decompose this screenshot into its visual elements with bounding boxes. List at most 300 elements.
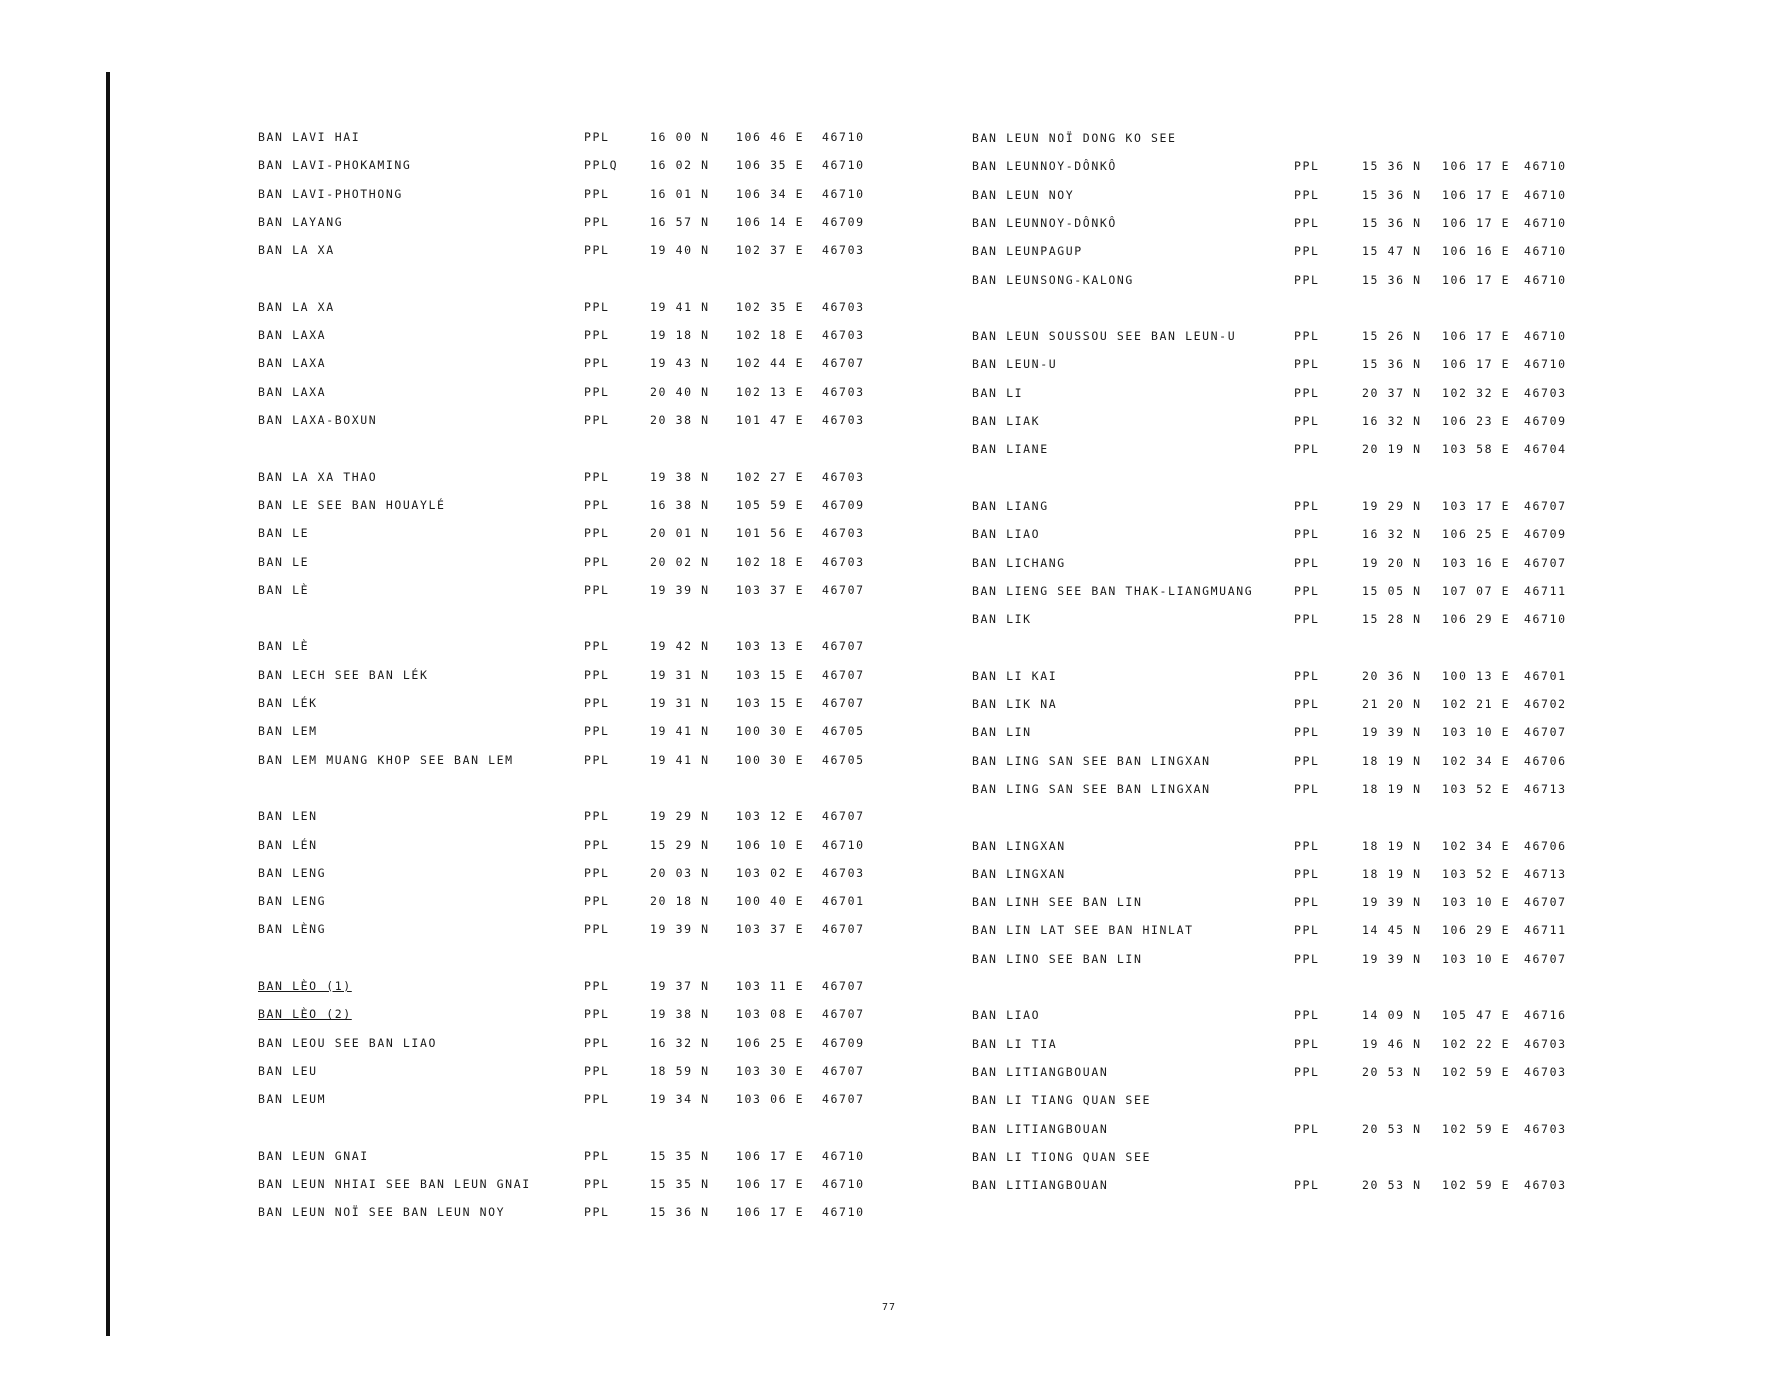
feature-type: PPL xyxy=(1294,923,1320,938)
place-name: BAN LI TIONG QUAN SEE xyxy=(972,1149,1151,1164)
place-name: BAN LA XA THAO xyxy=(258,469,378,484)
feature-type: PPL xyxy=(1294,385,1320,400)
feature-type: PPL xyxy=(1294,272,1320,287)
latitude: 16 32 N xyxy=(1362,527,1422,542)
place-name: BAN LEUNNOY-DÔNKÔ xyxy=(972,215,1117,230)
map-sheet-code: 46707 xyxy=(1524,555,1567,570)
feature-type: PPL xyxy=(1294,414,1320,428)
latitude: 14 45 N xyxy=(1362,923,1422,938)
longitude: 102 34 E xyxy=(1442,838,1511,853)
map-sheet-code: 46710 xyxy=(1524,215,1567,230)
longitude: 102 35 E xyxy=(736,299,805,314)
longitude: 103 02 E xyxy=(736,865,805,880)
latitude: 20 03 N xyxy=(650,865,710,880)
place-name: BAN LENG xyxy=(258,865,327,880)
feature-type: PPL xyxy=(584,894,610,909)
map-sheet-code: 46709 xyxy=(822,497,865,512)
map-sheet-code: 46709 xyxy=(822,1035,865,1050)
feature-type: PPL xyxy=(1294,725,1320,740)
longitude: 102 32 E xyxy=(1442,385,1511,400)
map-sheet-code: 46710 xyxy=(1524,244,1567,259)
map-sheet-code: 46706 xyxy=(1524,753,1567,768)
longitude: 103 15 E xyxy=(736,696,805,710)
place-name: BAN LECH SEE BAN LÉK xyxy=(258,667,429,682)
feature-type: PPL xyxy=(584,186,610,201)
longitude: 103 10 E xyxy=(1442,951,1511,966)
longitude: 101 47 E xyxy=(736,413,805,427)
map-sheet-code: 46709 xyxy=(1524,414,1567,428)
map-sheet-code: 46703 xyxy=(1524,385,1567,400)
place-name: BAN LEUNNOY-DÔNKÔ xyxy=(972,159,1117,174)
place-name: BAN LEUN-U xyxy=(972,357,1058,372)
place-name: BAN LEUNPAGUP xyxy=(972,244,1083,259)
map-sheet-code: 46701 xyxy=(822,894,865,909)
latitude: 19 39 N xyxy=(1362,725,1422,740)
map-sheet-code: 46703 xyxy=(822,469,865,484)
feature-type: PPL xyxy=(584,1148,610,1163)
feature-type: PPL xyxy=(584,299,610,314)
place-name: BAN LÈO (2) xyxy=(258,1007,352,1022)
place-name: BAN LAYANG xyxy=(258,214,344,229)
place-name: BAN LIK NA xyxy=(972,697,1058,711)
feature-type: PPL xyxy=(584,469,610,484)
feature-type: PPLQ xyxy=(584,158,619,173)
latitude: 19 46 N xyxy=(1362,1036,1422,1051)
longitude: 103 06 E xyxy=(736,1092,805,1107)
map-sheet-code: 46709 xyxy=(822,214,865,229)
latitude: 19 34 N xyxy=(650,1092,710,1107)
latitude: 15 36 N xyxy=(1362,272,1422,287)
feature-type: PPL xyxy=(1294,159,1320,174)
place-name: BAN LEUN GNAI xyxy=(258,1148,369,1163)
feature-type: PPL xyxy=(1294,697,1320,711)
map-sheet-code: 46709 xyxy=(1524,527,1567,542)
latitude: 16 32 N xyxy=(1362,414,1422,428)
feature-type: PPL xyxy=(584,837,610,852)
latitude: 15 28 N xyxy=(1362,612,1422,627)
feature-type: PPL xyxy=(1294,1064,1320,1079)
feature-type: PPL xyxy=(584,979,610,993)
place-name: BAN LING SAN SEE BAN LINGXAN xyxy=(972,781,1211,796)
latitude: 15 35 N xyxy=(650,1177,710,1192)
place-name: BAN LENG xyxy=(258,894,327,909)
longitude: 106 16 E xyxy=(1442,244,1511,259)
longitude: 106 17 E xyxy=(736,1205,805,1220)
latitude: 19 29 N xyxy=(650,809,710,824)
latitude: 20 37 N xyxy=(1362,385,1422,400)
place-name: BAN LEUN NOÏ DONG KO SEE xyxy=(972,131,1177,145)
latitude: 19 31 N xyxy=(650,667,710,682)
longitude: 106 46 E xyxy=(736,130,805,144)
longitude: 103 17 E xyxy=(1442,498,1511,513)
latitude: 18 19 N xyxy=(1362,781,1422,796)
place-name: BAN LA XA xyxy=(258,299,335,314)
feature-type: PPL xyxy=(584,497,610,512)
longitude: 102 59 E xyxy=(1442,1178,1511,1193)
longitude: 100 30 E xyxy=(736,724,805,739)
place-name: BAN LEUN NOY xyxy=(972,187,1075,202)
latitude: 20 02 N xyxy=(650,554,710,569)
latitude: 18 19 N xyxy=(1362,753,1422,768)
place-name: BAN LAXA xyxy=(258,356,327,371)
map-sheet-code: 46707 xyxy=(822,696,865,710)
place-name: BAN LEU xyxy=(258,1063,318,1078)
latitude: 15 47 N xyxy=(1362,244,1422,259)
feature-type: PPL xyxy=(584,130,610,144)
map-sheet-code: 46705 xyxy=(822,752,865,767)
latitude: 18 59 N xyxy=(650,1063,710,1078)
latitude: 20 36 N xyxy=(1362,668,1422,683)
longitude: 102 21 E xyxy=(1442,697,1511,711)
feature-type: PPL xyxy=(584,1035,610,1050)
latitude: 19 31 N xyxy=(650,696,710,710)
feature-type: PPL xyxy=(1294,895,1320,910)
place-name: BAN LIANE xyxy=(972,442,1049,457)
latitude: 19 29 N xyxy=(1362,498,1422,513)
map-sheet-code: 46711 xyxy=(1524,583,1567,598)
feature-type: PPL xyxy=(1294,442,1320,457)
place-name: BAN LE xyxy=(258,526,310,541)
place-name: BAN LINGXAN xyxy=(972,866,1066,881)
map-sheet-code: 46707 xyxy=(822,922,865,937)
latitude: 20 01 N xyxy=(650,526,710,541)
place-name: BAN LE SEE BAN HOUAYLÉ xyxy=(258,497,446,512)
longitude: 103 58 E xyxy=(1442,442,1511,457)
feature-type: PPL xyxy=(584,696,610,710)
map-sheet-code: 46716 xyxy=(1524,1008,1567,1023)
longitude: 106 17 E xyxy=(736,1177,805,1192)
map-sheet-code: 46703 xyxy=(822,554,865,569)
longitude: 102 59 E xyxy=(1442,1064,1511,1079)
place-name: BAN LÉN xyxy=(258,837,318,852)
place-name: BAN LIENG SEE BAN THAK-LIANGMUANG xyxy=(972,583,1254,598)
page-number: 77 xyxy=(882,1302,897,1313)
longitude: 102 34 E xyxy=(1442,753,1511,768)
place-name: BAN LÈ xyxy=(258,582,310,597)
latitude: 15 35 N xyxy=(650,1148,710,1163)
longitude: 102 18 E xyxy=(736,554,805,569)
place-name: BAN LI TIA xyxy=(972,1036,1058,1051)
feature-type: PPL xyxy=(584,865,610,880)
place-name: BAN LIAO xyxy=(972,1008,1041,1023)
longitude: 102 13 E xyxy=(736,384,805,399)
longitude: 106 29 E xyxy=(1442,923,1511,938)
feature-type: PPL xyxy=(584,752,610,767)
feature-type: PPL xyxy=(1294,329,1320,344)
longitude: 103 16 E xyxy=(1442,555,1511,570)
longitude: 103 12 E xyxy=(736,809,805,824)
map-sheet-code: 46710 xyxy=(822,1205,865,1220)
feature-type: PPL xyxy=(1294,838,1320,853)
feature-type: PPL xyxy=(1294,1036,1320,1051)
place-name: BAN LIANG xyxy=(972,498,1049,513)
map-sheet-code: 46710 xyxy=(822,158,865,173)
map-sheet-code: 46707 xyxy=(822,667,865,682)
place-name: BAN LAVI-PHOTHONG xyxy=(258,186,403,201)
longitude: 103 30 E xyxy=(736,1063,805,1078)
latitude: 16 32 N xyxy=(650,1035,710,1050)
latitude: 16 57 N xyxy=(650,214,710,229)
feature-type: PPL xyxy=(584,328,610,343)
map-sheet-code: 46710 xyxy=(1524,329,1567,344)
longitude: 106 14 E xyxy=(736,214,805,229)
longitude: 106 17 E xyxy=(1442,159,1511,174)
feature-type: PPL xyxy=(584,526,610,541)
map-sheet-code: 46705 xyxy=(822,724,865,739)
map-sheet-code: 46707 xyxy=(822,1092,865,1107)
feature-type: PPL xyxy=(1294,215,1320,230)
map-sheet-code: 46706 xyxy=(1524,838,1567,853)
feature-type: PPL xyxy=(584,667,610,682)
latitude: 19 40 N xyxy=(650,243,710,258)
latitude: 19 39 N xyxy=(1362,895,1422,910)
longitude: 101 56 E xyxy=(736,526,805,541)
place-name: BAN LICHANG xyxy=(972,555,1066,570)
map-sheet-code: 46710 xyxy=(822,1177,865,1192)
place-name: BAN LINO SEE BAN LIN xyxy=(972,951,1143,966)
binding-edge-line xyxy=(106,72,110,1336)
longitude: 103 52 E xyxy=(1442,866,1511,881)
feature-type: PPL xyxy=(1294,781,1320,796)
place-name: BAN LIN LAT SEE BAN HINLAT xyxy=(972,923,1194,938)
map-sheet-code: 46713 xyxy=(1524,866,1567,881)
place-name: BAN LIN xyxy=(972,725,1032,740)
latitude: 20 18 N xyxy=(650,894,710,909)
longitude: 103 37 E xyxy=(736,922,805,937)
longitude: 106 17 E xyxy=(1442,357,1511,372)
map-sheet-code: 46703 xyxy=(822,328,865,343)
longitude: 102 18 E xyxy=(736,328,805,343)
feature-type: PPL xyxy=(1294,866,1320,881)
place-name: BAN LI KAI xyxy=(972,668,1058,683)
latitude: 15 36 N xyxy=(1362,215,1422,230)
longitude: 103 11 E xyxy=(736,979,805,993)
map-sheet-code: 46711 xyxy=(1524,923,1567,938)
feature-type: PPL xyxy=(584,1177,610,1192)
place-name: BAN LITIANGBOUAN xyxy=(972,1178,1109,1193)
place-name: BAN LAVI HAI xyxy=(258,130,361,144)
latitude: 20 53 N xyxy=(1362,1121,1422,1136)
map-sheet-code: 46703 xyxy=(822,243,865,258)
feature-type: PPL xyxy=(584,1063,610,1078)
place-name: BAN LÉK xyxy=(258,696,318,710)
latitude: 14 09 N xyxy=(1362,1008,1422,1023)
feature-type: PPL xyxy=(1294,668,1320,683)
feature-type: PPL xyxy=(1294,583,1320,598)
place-name: BAN LEUN SOUSSOU SEE BAN LEUN-U xyxy=(972,329,1237,344)
latitude: 18 19 N xyxy=(1362,838,1422,853)
map-sheet-code: 46710 xyxy=(822,837,865,852)
place-name: BAN LEUNSONG-KALONG xyxy=(972,272,1134,287)
longitude: 107 07 E xyxy=(1442,583,1511,598)
place-name: BAN LITIANGBOUAN xyxy=(972,1064,1109,1079)
place-name: BAN LÈNG xyxy=(258,922,327,937)
place-name: BAN LING SAN SEE BAN LINGXAN xyxy=(972,753,1211,768)
feature-type: PPL xyxy=(1294,1121,1320,1136)
longitude: 106 17 E xyxy=(736,1148,805,1163)
latitude: 20 53 N xyxy=(1362,1064,1422,1079)
map-sheet-code: 46710 xyxy=(1524,272,1567,287)
latitude: 20 38 N xyxy=(650,413,710,427)
place-name: BAN LA XA xyxy=(258,243,335,258)
latitude: 15 36 N xyxy=(650,1205,710,1220)
longitude: 103 10 E xyxy=(1442,895,1511,910)
place-name: BAN LEM MUANG KHOP SEE BAN LEM xyxy=(258,752,514,767)
longitude: 106 25 E xyxy=(736,1035,805,1050)
longitude: 105 59 E xyxy=(736,497,805,512)
latitude: 15 05 N xyxy=(1362,583,1422,598)
feature-type: PPL xyxy=(584,922,610,937)
latitude: 19 42 N xyxy=(650,639,710,654)
latitude: 19 38 N xyxy=(650,1007,710,1022)
map-sheet-code: 46707 xyxy=(822,1007,865,1022)
place-name: BAN LEUM xyxy=(258,1092,327,1107)
latitude: 19 41 N xyxy=(650,299,710,314)
map-sheet-code: 46701 xyxy=(1524,668,1567,683)
map-sheet-code: 46703 xyxy=(822,413,865,427)
feature-type: PPL xyxy=(1294,527,1320,542)
place-name: BAN LE xyxy=(258,554,310,569)
latitude: 15 36 N xyxy=(1362,187,1422,202)
longitude: 106 17 E xyxy=(1442,272,1511,287)
place-name: BAN LEUN NOÏ SEE BAN LEUN NOY xyxy=(258,1205,506,1220)
feature-type: PPL xyxy=(584,1205,610,1220)
place-name: BAN LEUN NHIAI SEE BAN LEUN GNAI xyxy=(258,1177,531,1192)
feature-type: PPL xyxy=(1294,612,1320,627)
feature-type: PPL xyxy=(584,639,610,654)
latitude: 19 41 N xyxy=(650,752,710,767)
latitude: 20 53 N xyxy=(1362,1178,1422,1193)
longitude: 102 27 E xyxy=(736,469,805,484)
longitude: 103 15 E xyxy=(736,667,805,682)
map-sheet-code: 46707 xyxy=(822,582,865,597)
latitude: 21 20 N xyxy=(1362,697,1422,711)
longitude: 105 47 E xyxy=(1442,1008,1511,1023)
map-sheet-code: 46703 xyxy=(822,526,865,541)
feature-type: PPL xyxy=(584,724,610,739)
latitude: 19 38 N xyxy=(650,469,710,484)
latitude: 15 29 N xyxy=(650,837,710,852)
map-sheet-code: 46707 xyxy=(822,356,865,371)
latitude: 19 39 N xyxy=(650,582,710,597)
place-name: BAN LEM xyxy=(258,724,318,739)
place-name: BAN LAXA xyxy=(258,328,327,343)
place-name: BAN LINH SEE BAN LIN xyxy=(972,895,1143,910)
map-sheet-code: 46710 xyxy=(822,130,865,144)
latitude: 19 41 N xyxy=(650,724,710,739)
map-sheet-code: 46702 xyxy=(1524,697,1567,711)
latitude: 18 19 N xyxy=(1362,866,1422,881)
latitude: 16 02 N xyxy=(650,158,710,173)
map-sheet-code: 46703 xyxy=(1524,1121,1567,1136)
feature-type: PPL xyxy=(1294,1178,1320,1193)
latitude: 19 20 N xyxy=(1362,555,1422,570)
place-name: BAN LIAK xyxy=(972,414,1041,428)
map-sheet-code: 46703 xyxy=(1524,1036,1567,1051)
place-name: BAN LI xyxy=(972,385,1024,400)
feature-type: PPL xyxy=(1294,951,1320,966)
latitude: 15 36 N xyxy=(1362,159,1422,174)
longitude: 103 52 E xyxy=(1442,781,1511,796)
map-sheet-code: 46707 xyxy=(822,1063,865,1078)
feature-type: PPL xyxy=(584,243,610,258)
longitude: 106 17 E xyxy=(1442,215,1511,230)
place-name: BAN LI TIANG QUAN SEE xyxy=(972,1093,1151,1108)
latitude: 19 18 N xyxy=(650,328,710,343)
longitude: 106 17 E xyxy=(1442,187,1511,202)
feature-type: PPL xyxy=(1294,357,1320,372)
latitude: 20 40 N xyxy=(650,384,710,399)
place-name: BAN LAXA xyxy=(258,384,327,399)
feature-type: PPL xyxy=(1294,753,1320,768)
longitude: 106 25 E xyxy=(1442,527,1511,542)
map-sheet-code: 46704 xyxy=(1524,442,1567,457)
place-name: BAN LÈ xyxy=(258,639,310,654)
map-sheet-code: 46707 xyxy=(1524,951,1567,966)
feature-type: PPL xyxy=(1294,555,1320,570)
feature-type: PPL xyxy=(1294,187,1320,202)
latitude: 15 36 N xyxy=(1362,357,1422,372)
longitude: 102 59 E xyxy=(1442,1121,1511,1136)
map-sheet-code: 46703 xyxy=(822,299,865,314)
latitude: 15 26 N xyxy=(1362,329,1422,344)
map-sheet-code: 46707 xyxy=(822,979,865,993)
place-name: BAN LITIANGBOUAN xyxy=(972,1121,1109,1136)
feature-type: PPL xyxy=(1294,1008,1320,1023)
place-name: BAN LAXA-BOXUN xyxy=(258,413,378,427)
longitude: 100 30 E xyxy=(736,752,805,767)
longitude: 106 34 E xyxy=(736,186,805,201)
feature-type: PPL xyxy=(584,554,610,569)
map-sheet-code: 46707 xyxy=(1524,725,1567,740)
longitude: 103 37 E xyxy=(736,582,805,597)
latitude: 19 39 N xyxy=(1362,951,1422,966)
feature-type: PPL xyxy=(584,356,610,371)
longitude: 106 23 E xyxy=(1442,414,1511,428)
longitude: 100 13 E xyxy=(1442,668,1511,683)
place-name: BAN LINGXAN xyxy=(972,838,1066,853)
map-sheet-code: 46713 xyxy=(1524,781,1567,796)
map-sheet-code: 46703 xyxy=(1524,1064,1567,1079)
feature-type: PPL xyxy=(584,582,610,597)
feature-type: PPL xyxy=(1294,244,1320,259)
map-sheet-code: 46710 xyxy=(822,186,865,201)
map-sheet-code: 46707 xyxy=(1524,498,1567,513)
latitude: 16 00 N xyxy=(650,130,710,144)
map-sheet-code: 46710 xyxy=(822,1148,865,1163)
latitude: 19 43 N xyxy=(650,356,710,371)
longitude: 103 10 E xyxy=(1442,725,1511,740)
place-name: BAN LAVI-PHOKAMING xyxy=(258,158,412,173)
feature-type: PPL xyxy=(584,384,610,399)
feature-type: PPL xyxy=(584,809,610,824)
map-sheet-code: 46707 xyxy=(1524,895,1567,910)
map-sheet-code: 46710 xyxy=(1524,612,1567,627)
place-name: BAN LIK xyxy=(972,612,1032,627)
longitude: 103 13 E xyxy=(736,639,805,654)
longitude: 106 17 E xyxy=(1442,329,1511,344)
longitude: 100 40 E xyxy=(736,894,805,909)
latitude: 19 37 N xyxy=(650,979,710,993)
longitude: 106 29 E xyxy=(1442,612,1511,627)
feature-type: PPL xyxy=(584,413,610,427)
feature-type: PPL xyxy=(584,214,610,229)
longitude: 102 22 E xyxy=(1442,1036,1511,1051)
map-sheet-code: 46710 xyxy=(1524,159,1567,174)
longitude: 102 44 E xyxy=(736,356,805,371)
latitude: 16 38 N xyxy=(650,497,710,512)
latitude: 20 19 N xyxy=(1362,442,1422,457)
